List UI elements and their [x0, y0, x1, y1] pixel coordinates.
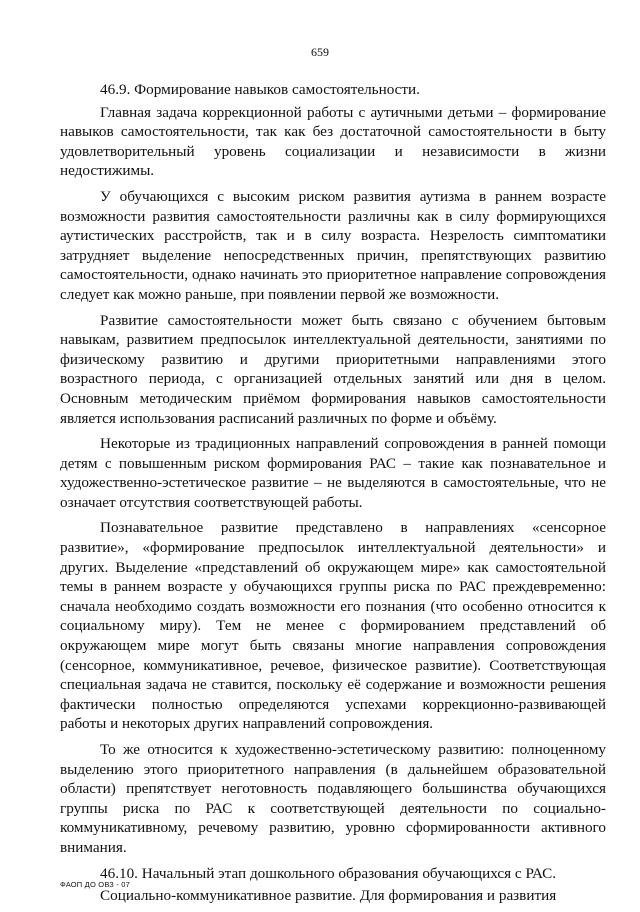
paragraph-high-risk: У обучающихся с высоким риском развития аутизма в раннем возрасте возможности развития самостоятельности различны как в силу формирующихся аутистических расстройств, так и в силу возраста. Незрелость симптоматики затрудняет выделение непосредственных причин, препятствующих развитию самостоятельности, однако начинать это приоритетное направление сопровождения следует как можно раньше, при появлении первой же возможности.	[60, 187, 606, 303]
footer-document-code: ФАОП ДО ОВЗ - 07	[60, 880, 131, 889]
section-heading-46-10: 46.10. Начальный этап дошкольного образования обучающихся с РАС.	[100, 864, 557, 882]
document-body	[60, 80, 606, 912]
paragraph-independence-development: Развитие самостоятельности может быть связано с обучением бытовым навыкам, развитием предпосылок интеллектуальной деятельности, занятиями по физическому развитию и другими приоритетными направлениями этого возрастного периода, с организацией отдельных занятий или дня в целом. Основным методическим приёмом формирования навыков самостоятельности является использования расписаний различных по форме и объёму.	[60, 311, 606, 427]
section-heading-46-9: 46.9. Формирование навыков самостоятельности.	[100, 81, 420, 98]
paragraph-main-task: Главная задача коррекционной работы с аутичными детьми – формирование навыков самостоятельности, так как без достаточной самостоятельности в быту удовлетворительный уровень социализации и независимости в жизни недостижимы.	[60, 103, 606, 180]
paragraph-artistic-development: То же относится к художественно-эстетическому развитию: полноценному выделению этого приоритетного направления (в дальнейшем образовательной области) препятствует неготовность подавляющего большинства обучающихся группы риска по РАС к соответствующей деятельности по социально-коммуникативному, речевому развитию, уровню сформированности активного внимания.	[60, 741, 606, 856]
paragraph-social-communicative: Социально-коммуникативное развитие. Для формирования и развития	[100, 887, 557, 905]
paragraph-traditional-directions: Некоторые из традиционных направлений сопровождения в ранней помощи детям с повышенным риском формирования РАС – такие как познавательное и художественно-эстетическое развитие – не выделяются в самостоятельные, что не означает отсутствия соответствующей работы.	[60, 435, 606, 511]
paragraph-cognitive-development: Познавательное развитие представлено в направлениях «сенсорное развитие», «формирование предпосылок интеллектуальной деятельности» и других. Выделение «представлений об окружающем мире» как самостоятельной темы в раннем возрасте у обучающихся группы риска по РАС преждевременно: сначала необходимо создать возможности его познания (что особенно относится к социальному миру). Тем не менее с формированием представлений об окружающем мире могут быть связаны многие направления сопровождения (сенсорное, коммуникативное, речевое, физическое развитие). Соответствующая специальная задача не ставится, поскольку её содержание и возможности решения фактически полностью определяются успехами коррекционно-развивающей работы и некоторых других направлений сопровождения.	[60, 519, 606, 733]
page-number: 659	[311, 45, 329, 59]
